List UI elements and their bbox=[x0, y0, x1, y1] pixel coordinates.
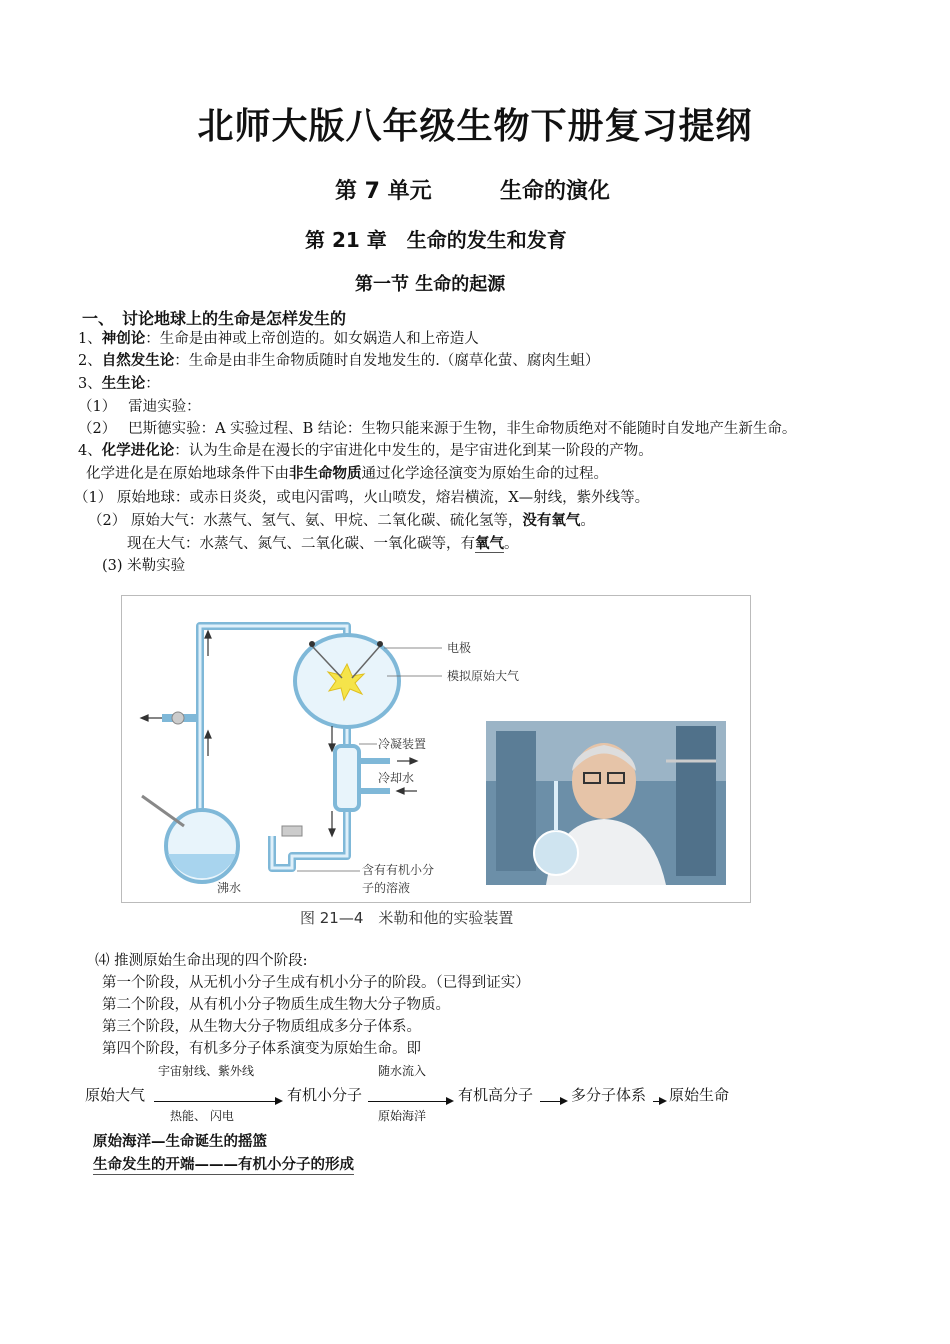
item-text: ：生命是由神或上帝创造的。如女娲造人和上帝造人 bbox=[145, 331, 479, 347]
conclusion-cradle: 原始海洋—生命诞生的摇篮 bbox=[93, 1134, 267, 1150]
flow-arrow-1 bbox=[154, 1101, 281, 1102]
item-prefix: 3、 bbox=[78, 376, 102, 392]
section-heading: 第一节 生命的起源 bbox=[355, 274, 506, 295]
redi-experiment: （1） 雷迪实验： bbox=[78, 399, 201, 415]
item-chemical-evolution bbox=[78, 441, 653, 461]
stage-4: 第四个阶段，有机多分子体系演变为原始生命。即 bbox=[102, 1041, 421, 1057]
item-text: ：生命是由非生命物质随时自发地发生的.（腐草化萤、腐肉生蛆） bbox=[174, 353, 600, 369]
stage-2: 第二个阶段，从有机小分子物质生成生物大分子物质。 bbox=[102, 997, 450, 1013]
def-text-b: 通过化学途径演变为原始生命的过程。 bbox=[361, 466, 608, 482]
flow-arrow-2 bbox=[368, 1101, 452, 1102]
item-biogenesis bbox=[78, 374, 160, 394]
unit-name: 生命的演化 bbox=[500, 179, 611, 204]
modern-text: 现在大气：水蒸气、氮气、二氧化碳、一氧化碳等，有 bbox=[127, 536, 475, 552]
label-coolwater: 冷却水 bbox=[378, 771, 415, 785]
item-prefix: 1、 bbox=[78, 331, 102, 347]
label-condenser: 冷凝装置 bbox=[378, 737, 427, 751]
unit-label: 第 7 单元 bbox=[335, 179, 432, 204]
label-solution-2: 子的溶液 bbox=[362, 881, 411, 895]
apparatus-diagram bbox=[122, 596, 750, 902]
item-prefix: 4、 bbox=[78, 443, 102, 459]
atm-text: （2） 原始大气：水蒸气、氢气、氨、甲烷、二氧化碳、硫化氢等， bbox=[88, 513, 523, 529]
condenser bbox=[335, 746, 359, 810]
stage-3: 第三个阶段，从生物大分子物质组成多分子体系。 bbox=[102, 1019, 421, 1035]
arrow2-bottom-label: 原始海洋 bbox=[378, 1109, 427, 1123]
item-text: ： bbox=[145, 376, 160, 392]
item-spontaneous-generation bbox=[78, 351, 599, 371]
flask-in-hand bbox=[534, 831, 578, 875]
label-boiling: 沸水 bbox=[217, 881, 242, 895]
term-spontaneous: 自然发生论 bbox=[101, 353, 175, 369]
primitive-earth: （1） 原始地球：或赤日炎炎，或电闪雷鸣，火山喷发，熔岩横流，X—射线，紫外线等。 bbox=[74, 490, 650, 506]
term-nonliving-matter: 非生命物质 bbox=[289, 466, 362, 482]
inlet-tube bbox=[142, 796, 184, 826]
term-creationism: 神创论 bbox=[101, 331, 146, 347]
flow-primitive-life: 原始生命 bbox=[669, 1086, 730, 1104]
term-biogenesis: 生生论 bbox=[101, 376, 146, 392]
oxygen: 氧气 bbox=[475, 536, 504, 552]
label-electrode: 电极 bbox=[447, 641, 472, 655]
pasteur-experiment: （2） 巴斯德实验：A 实验过程、B 结论：生物只能来源于生物，非生命物质绝对不能随时自发地产生新生命。 bbox=[78, 421, 797, 437]
conclusion-origin: 生命发生的开端———有机小分子的形成 bbox=[93, 1153, 354, 1175]
no-oxygen: 没有氧气 bbox=[522, 513, 581, 529]
flow-macromolecule: 有机高分子 bbox=[458, 1086, 534, 1104]
flow-primitive-atmosphere: 原始大气 bbox=[85, 1086, 146, 1104]
label-solution-1: 含有有机小分 bbox=[362, 863, 435, 877]
modern-end: 。 bbox=[504, 536, 519, 552]
electrode-right-tip bbox=[377, 641, 383, 647]
flow-arrow-3 bbox=[540, 1101, 566, 1102]
primitive-atmosphere bbox=[88, 511, 595, 531]
item-prefix: 2、 bbox=[78, 353, 102, 369]
chapter-heading: 第 21 章 生命的发生和发育 bbox=[305, 228, 567, 252]
chemical-evolution-definition bbox=[86, 464, 608, 484]
arrow1-bottom-label: 热能、 闪电 bbox=[170, 1109, 234, 1123]
item-text: ：认为生命是在漫长的宇宙进化中发生的，是宇宙进化到某一阶段的产物。 bbox=[174, 443, 653, 459]
electrode-left-tip bbox=[309, 641, 315, 647]
stage-1: 第一个阶段，从无机小分子生成有机小分子的阶段。（已得到证实） bbox=[102, 975, 530, 991]
item-creationism bbox=[78, 329, 479, 349]
scientist-photo bbox=[486, 721, 726, 885]
miller-apparatus-figure bbox=[121, 595, 751, 903]
modern-atmosphere bbox=[127, 534, 519, 554]
term-chemical-evolution: 化学进化论 bbox=[101, 443, 175, 459]
flow-arrow-4 bbox=[653, 1101, 665, 1102]
atm-end: 。 bbox=[580, 513, 595, 529]
def-text-a: 化学进化是在原始地球条件下由 bbox=[86, 466, 289, 482]
stopcock-bottom bbox=[282, 826, 302, 836]
arrow1-top-label: 宇宙射线、紫外线 bbox=[158, 1064, 255, 1078]
stages-heading: ⑷ 推测原始生命出现的四个阶段: bbox=[95, 953, 308, 969]
part-heading: 一、 讨论地球上的生命是怎样发生的 bbox=[82, 309, 347, 328]
stopcock-left bbox=[172, 712, 184, 724]
flow-small-organic: 有机小分子 bbox=[287, 1086, 363, 1104]
miller-experiment-label: (3) 米勒实验 bbox=[102, 558, 186, 574]
page-title: 北师大版八年级生物下册复习提纲 bbox=[197, 106, 753, 147]
figure-caption: 图 21—4 米勒和他的实验装置 bbox=[300, 909, 514, 927]
arrow2-top-label: 随水流入 bbox=[378, 1064, 427, 1078]
label-atmosphere: 模拟原始大气 bbox=[447, 669, 520, 683]
flow-multimolecular-system: 多分子体系 bbox=[571, 1086, 647, 1104]
